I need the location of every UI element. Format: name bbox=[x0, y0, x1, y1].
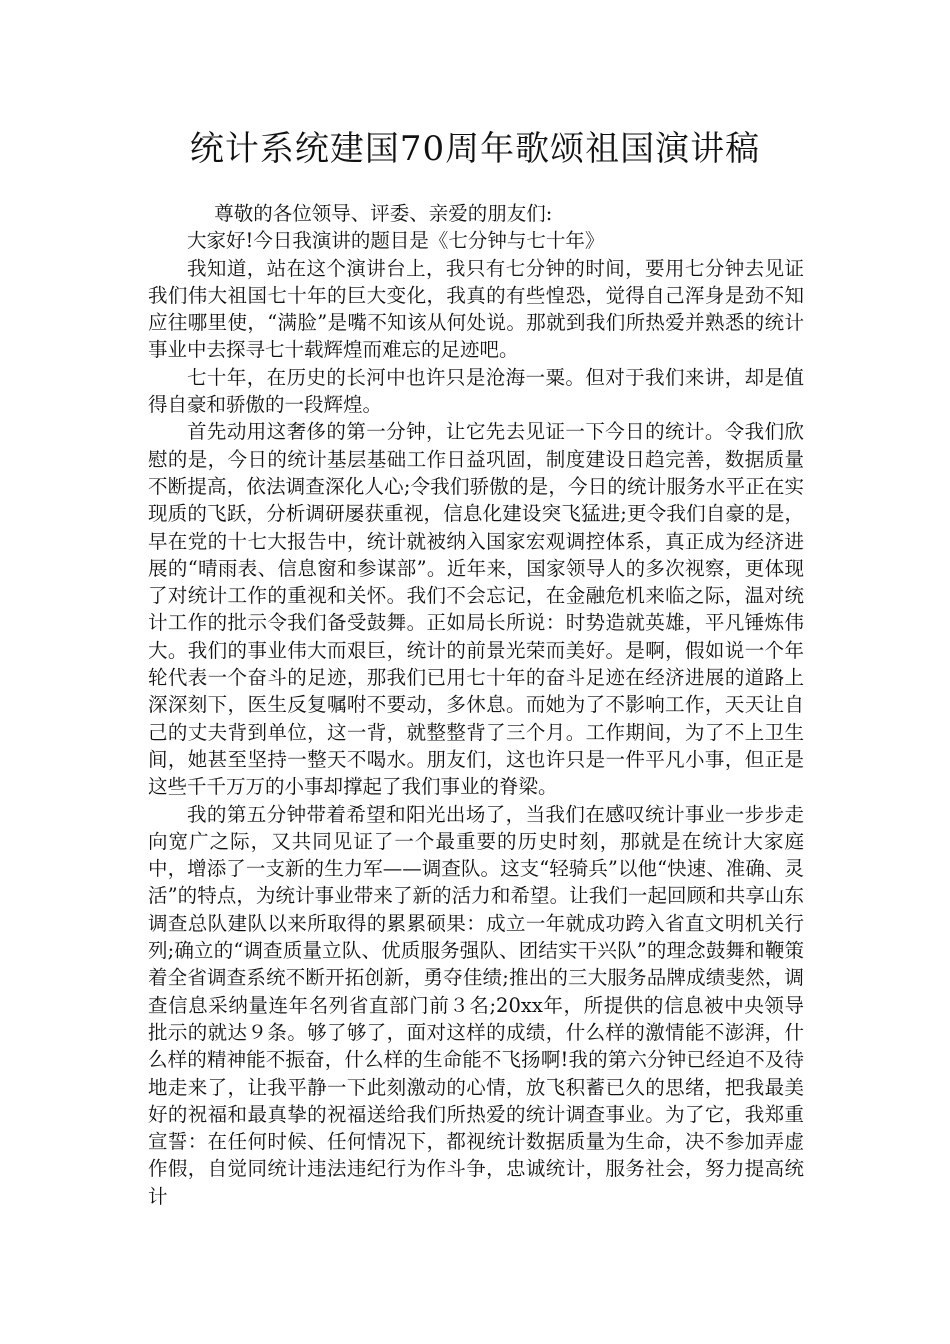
document-body bbox=[148, 200, 804, 1210]
document-title: 统计系统建国70周年歌颂祖国演讲稿 bbox=[189, 129, 761, 169]
paragraph-first-minute: 首先动用这奢侈的第一分钟，让它先去见证一下今日的统计。令我们欣慰的是，今日的统计基层基础工作日益巩固，制度建设日趋完善，数据质量不断提高，依法调查深化人心;令我们骄傲的是，今日的统计服务水平正在实现质的飞跃，分析调研屡获重视，信息化建设突飞猛进;更令我们自豪的是，早在党的十七大报告中，统计就被纳入国家宏观调控体系，真正成为经济进展的“晴雨表、信息窗和参谋部”。近年来，国家领导人的多次视察，更体现了对统计工作的重视和关怀。我们不会忘记，在金融危机来临之际，温对统计工作的批示令我们备受鼓舞。正如局长所说：时势造就英雄，平凡锤炼伟大。我们的事业伟大而艰巨，统计的前景光荣而美好。是啊，假如说一个年轮代表一个奋斗的足迹，那我们已用七十年的奋斗足迹在经济进展的道路上深深刻下，医生反复嘱咐不要动，多休息。而她为了不影响工作，天天让自己的丈夫背到单位，这一背，就整整背了三个月。工作期间，为了不上卫生间，她甚至坚持一整天不喝水。朋友们，这也许只是一件平凡小事，但正是这些千千万万的小事却撑起了我们事业的脊梁。 bbox=[148, 420, 804, 799]
paragraph-seventy-years: 七十年，在历史的长河中也许只是沧海一粟。但对于我们来讲，却是值得自豪和骄傲的一段辉煌。 bbox=[148, 365, 804, 417]
salutation: 尊敬的各位领导、评委、亲爱的朋友们: bbox=[214, 202, 553, 225]
paragraph-fifth-minute: 我的第五分钟带着希望和阳光出场了，当我们在感叹统计事业一步步走向宽广之际，又共同见证了一个最重要的历史时刻，那就是在统计大家庭中，增添了一支新的生力军——调查队。这支“轻骑兵”以他“快速、准确、灵活”的特点，为统计事业带来了新的活力和希望。让我们一起回顾和共享山东调查总队建队以来所取得的累累硕果：成立一年就成功跨入省直文明机关行列;确立的“调查质量立队、优质服务强队、团结实干兴队”的理念鼓舞和鞭策着全省调查系统不断开拓创新，勇夺佳绩;推出的三大服务品牌成绩斐然，调查信息采纳量连年名列省直部门前３名;20xx年，所提供的信息被中央领导批示的就达９条。够了够了，面对这样的成绩，什么样的激情能不澎湃，什么样的精神能不振奋，什么样的生命能不飞扬啊!我的第六分钟已经迫不及待地走来了，让我平静一下此刻激动的心情，放飞积蓄已久的思绪，把我最美好的祝福和最真挚的祝福送给我们所热爱的统计调查事业。为了它，我郑重宣誓：在任何时候、任何情况下，都视统计数据质量为生命，决不参加弄虚作假，自觉同统计违法违纪行为作斗争，忠诚统计，服务社会，努力提高统计 bbox=[148, 802, 804, 1208]
paragraph-intro: 我知道，站在这个演讲台上，我只有七分钟的时间，要用七分钟去见证我们伟大祖国七十年的巨大变化，我真的有些惶恐，觉得自己浑身是劲不知应往哪里使，“满脸”是嘴不知该从何处说。那就到我们所热爱并熟悉的统计事业中去探寻七十载辉煌而难忘的足迹吧。 bbox=[148, 256, 804, 362]
paragraph-greeting: 大家好!今日我演讲的题目是《七分钟与七十年》 bbox=[187, 229, 605, 253]
